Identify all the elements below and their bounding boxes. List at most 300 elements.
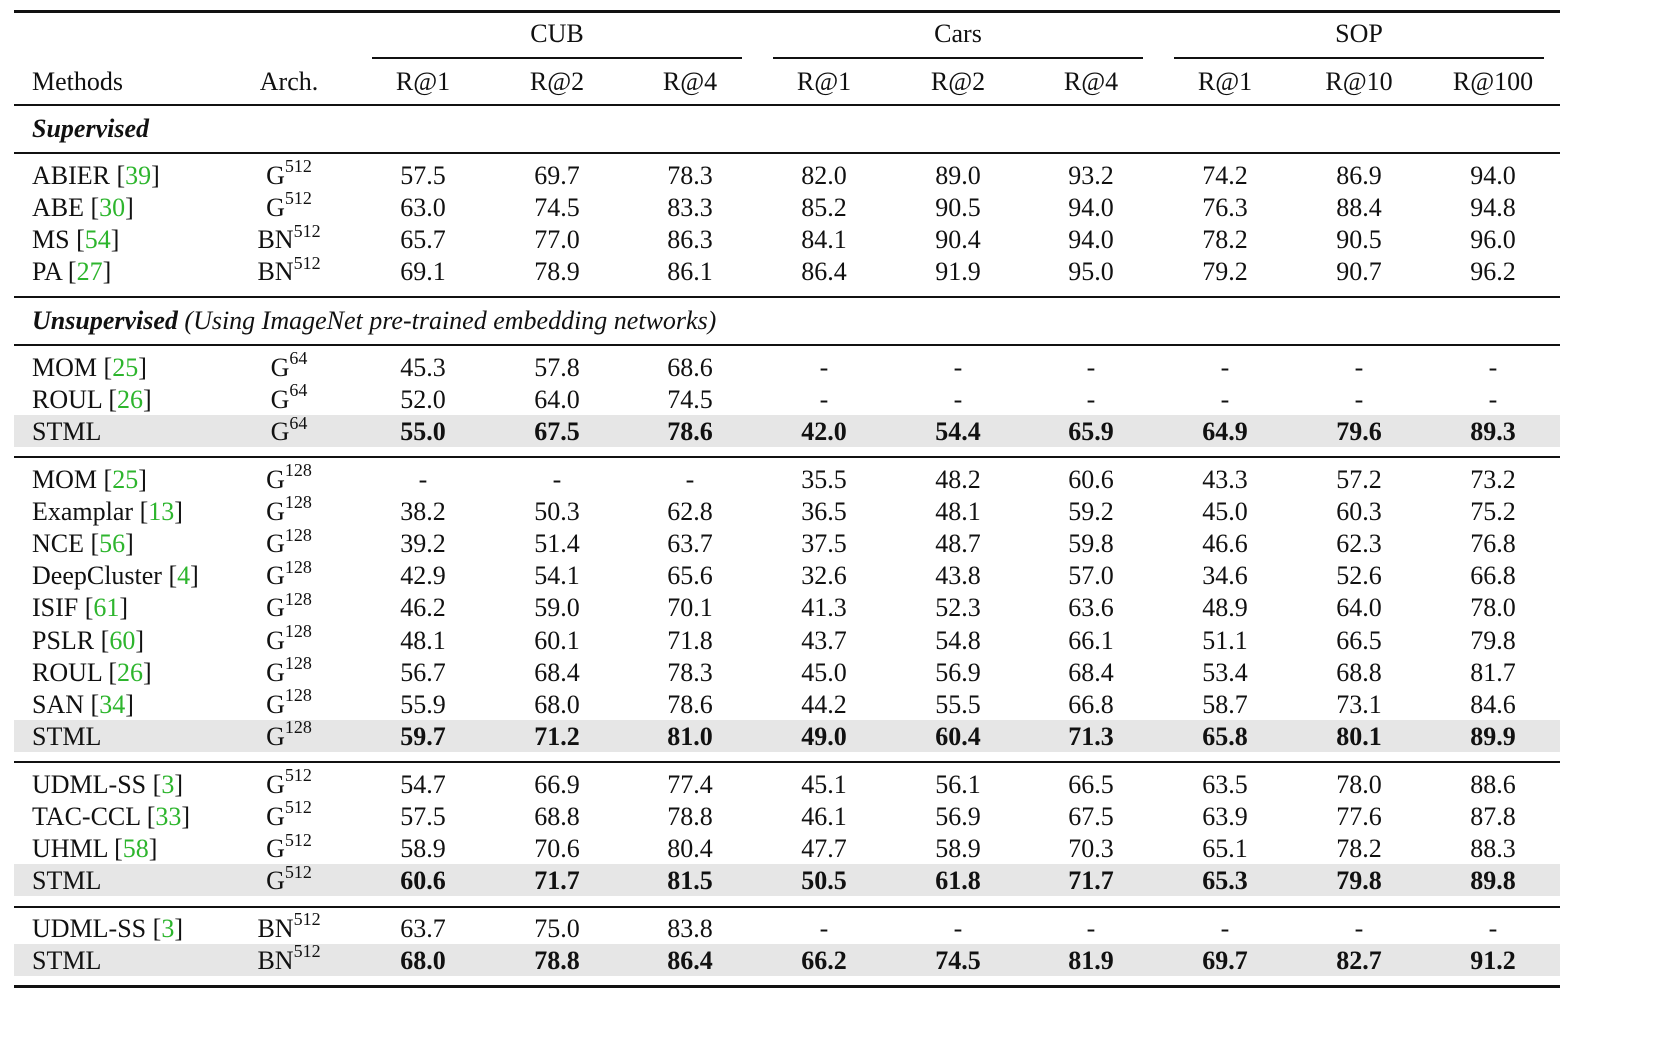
arch-dimension: 128 [284, 460, 312, 481]
metric-value: - [819, 353, 829, 382]
metric-value: 66.8 [1470, 561, 1516, 591]
citation-link[interactable]: 27 [76, 257, 103, 287]
metric-value: 59.7 [400, 721, 446, 751]
method-label: STML [32, 721, 102, 751]
method-label: TAC-CCL [32, 802, 141, 832]
metric-header: R@1 [796, 67, 852, 96]
metric-value: 58.9 [400, 834, 446, 864]
metric-value: 86.4 [801, 257, 847, 287]
metric-value: 68.0 [400, 946, 446, 976]
metric-value: 82.0 [801, 161, 847, 190]
metric-value: 82.7 [1336, 946, 1382, 976]
method-label: ROUL [32, 385, 102, 415]
metric-value: 71.7 [1068, 866, 1114, 896]
arch-dimension: 128 [284, 620, 312, 641]
metric-header: R@4 [662, 67, 718, 96]
metric-value: 34.6 [1202, 561, 1248, 591]
architecture [266, 717, 312, 753]
arch-dimension: 128 [284, 588, 312, 609]
citation-link[interactable]: 60 [109, 625, 136, 655]
architecture [257, 941, 321, 977]
metric-value: 46.1 [801, 802, 847, 832]
metric-value: - [1354, 353, 1364, 382]
metric-value: 81.5 [667, 866, 713, 896]
metric-value: 67.5 [534, 417, 580, 447]
arch-backbone: G [266, 689, 285, 719]
metric-value: 84.6 [1470, 689, 1516, 719]
metric-value: - [953, 353, 963, 382]
citation-link[interactable]: 39 [125, 161, 152, 190]
arch-dimension: 512 [293, 909, 321, 930]
citation-link[interactable]: 25 [112, 465, 139, 494]
block-rule [14, 296, 1560, 298]
arch-dimension: 512 [293, 220, 321, 241]
metric-value: 69.7 [534, 161, 580, 190]
block-rule [14, 456, 1560, 458]
metric-value: 94.0 [1068, 225, 1114, 255]
metric-value: 63.6 [1068, 593, 1114, 623]
arch-dimension: 512 [284, 829, 312, 850]
metric-value: 57.2 [1336, 465, 1382, 494]
metric-header: R@1 [395, 67, 451, 96]
arch-backbone: G [270, 385, 290, 415]
metric-value: 60.6 [400, 866, 446, 896]
method-name [32, 865, 101, 897]
metric-value: 68.8 [534, 802, 580, 832]
metric-value: - [953, 914, 963, 943]
metric-value: 65.1 [1202, 834, 1248, 864]
metric-value: 86.3 [667, 225, 713, 255]
method-label: UHML [32, 834, 108, 864]
metric-value: 69.1 [400, 257, 446, 287]
metric-value: 51.4 [534, 529, 580, 559]
metric-value: 78.9 [534, 257, 580, 287]
metric-value: 43.3 [1202, 465, 1248, 494]
method-name: MOM [25] [32, 353, 147, 382]
metric-value: 47.7 [801, 834, 847, 864]
method-name: UHML [58] [32, 834, 158, 864]
method-label: ROUL [32, 657, 102, 687]
group-header-cub: CUB [530, 19, 584, 48]
arch-backbone: G [266, 529, 285, 559]
method-name: Examplar [13] [32, 497, 183, 527]
metric-value: 36.5 [801, 497, 847, 527]
metric-value: 70.6 [534, 834, 580, 864]
metric-value: 71.8 [667, 625, 713, 655]
metric-value: 94.0 [1068, 193, 1114, 223]
method-label: UDML-SS [32, 914, 147, 943]
metric-value: 57.5 [400, 802, 446, 832]
metric-value: 45.1 [801, 770, 847, 799]
arch-backbone: G [266, 593, 285, 623]
bottom-rule [14, 985, 1560, 988]
architecture [270, 412, 308, 448]
metric-value: 78.6 [667, 689, 713, 719]
metric-value: 55.0 [400, 417, 446, 447]
metric-value: - [1086, 914, 1096, 943]
arch-backbone: G [266, 161, 285, 190]
arch-backbone: BN [257, 914, 294, 943]
method-label: PSLR [32, 625, 95, 655]
metric-value: 63.0 [400, 193, 446, 223]
section-title-supervised [32, 113, 149, 145]
metric-value: 74.2 [1202, 161, 1248, 190]
metric-value: 58.9 [935, 834, 981, 864]
metric-header: R@100 [1452, 67, 1534, 96]
metric-value: 69.7 [1202, 946, 1248, 976]
citation-link[interactable]: 58 [122, 834, 149, 864]
metric-value: 95.0 [1068, 257, 1114, 287]
arch-dimension: 128 [284, 556, 312, 577]
metric-value: 60.3 [1336, 497, 1382, 527]
citation-link[interactable]: 25 [112, 353, 139, 382]
metric-value: 50.5 [801, 866, 847, 896]
method-name: ABE [30] [32, 193, 134, 223]
metric-value: - [1354, 385, 1364, 415]
metric-value: 66.5 [1068, 770, 1114, 799]
metric-value: 74.5 [534, 193, 580, 223]
metric-value: 77.4 [667, 770, 713, 799]
method-name: MS [54] [32, 225, 120, 255]
method-label: SAN [32, 689, 85, 719]
metric-value: 81.0 [667, 721, 713, 751]
arch-dimension: 512 [284, 188, 312, 209]
method-label: STML [32, 866, 102, 896]
metric-value: 57.5 [400, 161, 446, 190]
architecture [257, 252, 321, 288]
metric-value: 74.5 [935, 946, 981, 976]
arch-dimension: 512 [284, 765, 312, 786]
metric-value: 86.9 [1336, 161, 1382, 190]
metric-value: 56.7 [400, 657, 446, 687]
metric-header: R@2 [529, 67, 585, 96]
method-label: ABE [32, 193, 84, 223]
method-name: PA [27] [32, 257, 112, 287]
metric-value: 68.6 [667, 353, 713, 382]
metric-value: - [1354, 914, 1364, 943]
metric-value: 78.2 [1202, 225, 1248, 255]
metric-value: 84.1 [801, 225, 847, 255]
citation-link[interactable]: 34 [99, 689, 126, 719]
metric-header: R@2 [930, 67, 986, 96]
method-label: UDML-SS [32, 770, 147, 799]
header-rule [14, 104, 1560, 106]
metric-value: 38.2 [400, 497, 446, 527]
metric-value: 53.4 [1202, 657, 1248, 687]
arch-backbone: G [266, 193, 285, 223]
citation-link[interactable]: 30 [99, 193, 126, 223]
section-title-text: Supervised [32, 114, 149, 143]
metric-value: 78.3 [667, 161, 713, 190]
metric-value: 79.6 [1336, 417, 1382, 447]
highlight-row-background [14, 720, 1560, 752]
metric-value: 76.8 [1470, 529, 1516, 559]
metric-value: 73.2 [1470, 465, 1516, 494]
metric-value: 58.7 [1202, 689, 1248, 719]
citation-link[interactable]: 26 [116, 385, 143, 415]
metric-value: 63.9 [1202, 802, 1248, 832]
metric-value: - [685, 465, 695, 494]
method-label: ISIF [32, 593, 79, 623]
metric-value: - [1488, 353, 1498, 382]
metric-value: 54.4 [935, 417, 981, 447]
section-title-text: Unsupervised [32, 306, 178, 335]
metric-value: 55.9 [400, 689, 446, 719]
citation-link[interactable]: 3 [161, 770, 175, 799]
metric-value: 71.2 [534, 721, 580, 751]
citation-link[interactable]: 26 [116, 657, 143, 687]
arch-backbone: BN [257, 225, 294, 255]
citation-link[interactable]: 13 [148, 497, 175, 527]
metric-value: - [552, 465, 562, 494]
method-label: Examplar [32, 497, 134, 527]
metric-value: 67.5 [1068, 802, 1114, 832]
metric-value: 63.7 [667, 529, 713, 559]
citation-link[interactable]: 56 [99, 529, 126, 559]
metric-value: 64.0 [1336, 593, 1382, 623]
metric-header: R@10 [1325, 67, 1393, 96]
metric-value: 68.4 [1068, 657, 1114, 687]
metric-value: 66.1 [1068, 625, 1114, 655]
metric-value: 61.8 [935, 866, 981, 896]
metric-value: 45.0 [1202, 497, 1248, 527]
metric-value: 83.3 [667, 193, 713, 223]
arch-dimension: 128 [284, 685, 312, 706]
method-name: UDML-SS [3] [32, 914, 183, 943]
metric-value: 59.8 [1068, 529, 1114, 559]
metric-value: 80.1 [1336, 721, 1382, 751]
architecture [266, 861, 312, 897]
arch-backbone: BN [257, 946, 294, 976]
metric-value: - [418, 465, 428, 494]
arch-backbone: G [266, 497, 285, 527]
metric-value: 48.1 [935, 497, 981, 527]
method-label: ABIER [32, 161, 110, 190]
metric-value: 68.4 [534, 657, 580, 687]
method-name: PSLR [60] [32, 625, 144, 655]
metric-value: 48.1 [400, 625, 446, 655]
metric-value: 52.0 [400, 385, 446, 415]
metric-value: 59.2 [1068, 497, 1114, 527]
metric-value: 46.6 [1202, 529, 1248, 559]
metric-value: 62.8 [667, 497, 713, 527]
metric-value: 89.0 [935, 161, 981, 190]
metric-value: - [1488, 385, 1498, 415]
arch-backbone: G [266, 657, 285, 687]
method-name: ISIF [61] [32, 593, 129, 623]
citation-link[interactable]: 4 [177, 561, 191, 591]
metric-value: 56.9 [935, 657, 981, 687]
metric-header: R@1 [1197, 67, 1253, 96]
metric-value: 49.0 [801, 721, 847, 751]
section-rule [14, 152, 1560, 154]
metric-value: 94.8 [1470, 193, 1516, 223]
metric-value: 89.9 [1470, 721, 1516, 751]
metric-value: 90.5 [1336, 225, 1382, 255]
metric-value: 51.1 [1202, 625, 1248, 655]
metric-value: 56.9 [935, 802, 981, 832]
metric-value: 62.3 [1336, 529, 1382, 559]
metric-value: 48.7 [935, 529, 981, 559]
arch-dimension: 64 [289, 380, 308, 401]
arch-backbone: G [266, 834, 285, 864]
metric-value: 48.9 [1202, 593, 1248, 623]
metric-value: 59.0 [534, 593, 580, 623]
metric-value: 80.4 [667, 834, 713, 864]
group-header-cars: Cars [934, 19, 982, 48]
metric-value: 71.7 [534, 866, 580, 896]
top-rule [14, 10, 1560, 13]
method-name: ABIER [39] [32, 161, 160, 190]
metric-value: - [1220, 353, 1230, 382]
metric-value: 90.4 [935, 225, 981, 255]
metric-value: 66.2 [801, 946, 847, 976]
metric-value: 88.4 [1336, 193, 1382, 223]
group-underline [372, 57, 742, 59]
arch-backbone: G [266, 802, 285, 832]
group-underline [1174, 57, 1544, 59]
metric-value: 66.9 [534, 770, 580, 799]
metric-value: 42.9 [400, 561, 446, 591]
metric-value: 96.0 [1470, 225, 1516, 255]
metric-value: - [1086, 353, 1096, 382]
metric-value: 78.8 [667, 802, 713, 832]
metric-value: 60.1 [534, 625, 580, 655]
metric-value: 43.8 [935, 561, 981, 591]
metric-value: 48.2 [935, 465, 981, 494]
methods-header: Methods [32, 67, 123, 96]
metric-value: 41.3 [801, 593, 847, 623]
metric-value: 91.9 [935, 257, 981, 287]
metric-value: 57.0 [1068, 561, 1114, 591]
citation-link[interactable]: 61 [93, 593, 120, 623]
metric-value: 89.8 [1470, 866, 1516, 896]
citation-link[interactable]: 3 [161, 914, 175, 943]
metric-value: 57.8 [534, 353, 580, 382]
metric-value: 55.5 [935, 689, 981, 719]
metric-value: 65.8 [1202, 721, 1248, 751]
method-name [32, 416, 101, 448]
metric-value: 44.2 [801, 689, 847, 719]
metric-value: 88.3 [1470, 834, 1516, 864]
metric-value: 42.0 [801, 417, 847, 447]
metric-value: 94.0 [1470, 161, 1516, 190]
metric-value: 79.8 [1470, 625, 1516, 655]
method-name: ROUL [26] [32, 385, 152, 415]
arch-backbone: G [270, 417, 290, 447]
section-subtitle: (Using ImageNet pre-trained embedding networks) [177, 306, 717, 335]
arch-backbone: G [266, 561, 285, 591]
citation-link[interactable]: 54 [84, 225, 111, 255]
metric-value: 65.7 [400, 225, 446, 255]
metric-value: 91.2 [1470, 946, 1516, 976]
arch-dimension: 64 [289, 348, 308, 369]
citation-link[interactable]: 33 [155, 802, 182, 832]
method-label: MS [32, 225, 70, 255]
highlight-row-background [14, 861, 1560, 896]
metric-value: 86.4 [667, 946, 713, 976]
metric-value: 74.5 [667, 385, 713, 415]
metric-value: 93.2 [1068, 161, 1114, 190]
metric-value: - [819, 385, 829, 415]
arch-backbone: G [266, 625, 285, 655]
arch-backbone: BN [257, 257, 294, 287]
metric-value: 89.3 [1470, 417, 1516, 447]
metric-value: 78.8 [534, 946, 580, 976]
metric-value: 78.3 [667, 657, 713, 687]
metric-value: 52.3 [935, 593, 981, 623]
metric-value: 64.9 [1202, 417, 1248, 447]
method-name: UDML-SS [3] [32, 770, 183, 799]
arch-dimension: 128 [284, 492, 312, 513]
metric-value: 60.4 [935, 721, 981, 751]
arch-dimension: 512 [293, 252, 321, 273]
metric-value: 81.9 [1068, 946, 1114, 976]
method-label: STML [32, 417, 102, 447]
metric-value: 60.6 [1068, 465, 1114, 494]
block-rule [14, 906, 1560, 908]
metric-value: 66.8 [1068, 689, 1114, 719]
metric-value: - [1220, 385, 1230, 415]
metric-value: 78.2 [1336, 834, 1382, 864]
metric-value: 73.1 [1336, 689, 1382, 719]
highlight-row-background [14, 944, 1560, 976]
arch-backbone: G [270, 353, 290, 382]
metric-value: 65.6 [667, 561, 713, 591]
metric-value: 78.0 [1336, 770, 1382, 799]
arch-backbone: G [266, 770, 285, 799]
metric-value: 64.0 [534, 385, 580, 415]
method-label: MOM [32, 353, 98, 382]
section-title-unsupervised [32, 305, 716, 337]
metric-value: 54.7 [400, 770, 446, 799]
method-name: DeepCluster [4] [32, 561, 199, 591]
method-label: PA [32, 257, 62, 287]
method-label: MOM [32, 465, 98, 494]
metric-value: 96.2 [1470, 257, 1516, 287]
method-name [32, 945, 101, 977]
metric-value: 35.5 [801, 465, 847, 494]
metric-value: - [953, 385, 963, 415]
metric-value: 66.5 [1336, 625, 1382, 655]
metric-value: 63.5 [1202, 770, 1248, 799]
method-name: SAN [34] [32, 689, 134, 719]
arch-backbone: G [266, 465, 285, 494]
metric-value: 68.8 [1336, 657, 1382, 687]
metric-value: 65.9 [1068, 417, 1114, 447]
metric-value: 70.1 [667, 593, 713, 623]
block-rule [14, 761, 1560, 763]
method-name: ROUL [26] [32, 657, 152, 687]
group-header-sop: SOP [1335, 19, 1383, 48]
metric-value: 81.7 [1470, 657, 1516, 687]
metric-value: 70.3 [1068, 834, 1114, 864]
metric-value: 88.6 [1470, 770, 1516, 799]
section-rule [14, 344, 1560, 346]
arch-dimension: 512 [284, 861, 312, 882]
metric-value: - [819, 914, 829, 943]
metric-value: 83.8 [667, 914, 713, 943]
metric-value: 52.6 [1336, 561, 1382, 591]
metric-value: 65.3 [1202, 866, 1248, 896]
metric-value: 87.8 [1470, 802, 1516, 832]
metric-value: 39.2 [400, 529, 446, 559]
metric-value: 56.1 [935, 770, 981, 799]
arch-dimension: 512 [284, 156, 312, 177]
metric-value: 77.6 [1336, 802, 1382, 832]
metric-value: 32.6 [801, 561, 847, 591]
arch-dimension: 512 [293, 941, 321, 962]
